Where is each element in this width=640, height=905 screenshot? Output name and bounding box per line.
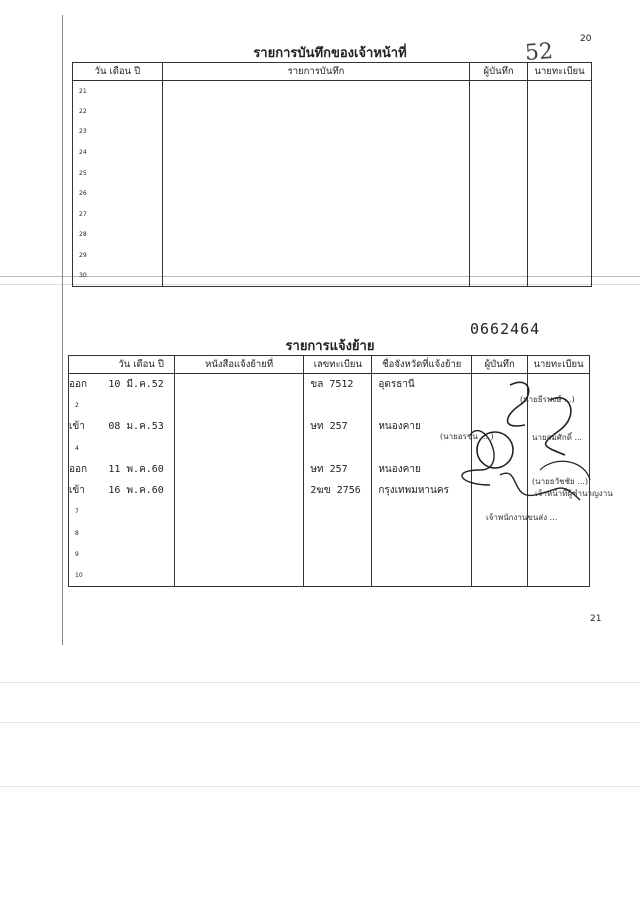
province-name [372,565,472,586]
row-number: 25 [73,163,163,184]
scan-line [0,786,640,787]
header-record: รายการบันทึก [162,63,469,81]
stamp-text: (นายอรชุน ... ) [440,432,494,441]
registration-number [304,437,372,458]
registration-number [304,501,372,522]
registrar-cell [528,523,590,544]
handwritten-page-number: 52 [524,39,554,66]
header-registrar: นายทะเบียน [528,356,590,374]
transfer-type: ออก [69,463,88,475]
row-number [69,459,109,480]
registrar-cell [528,565,590,586]
header-recorder: ผู้บันทึก [470,63,528,81]
header-province: ชื่อจังหวัดที่แจ้งย้าย [372,356,472,374]
transfer-date [108,437,174,458]
registrar-cell [528,544,590,565]
header-transfer-letter: หนังสือแจ้งย้ายที่ [174,356,304,374]
province-name [372,523,472,544]
transfer-date [108,544,174,565]
recorder-cell [472,544,528,565]
stamp-text: นายสมศักดิ์ ... [532,433,583,442]
transfer-letter-cell [174,480,304,501]
row-number: 7 [75,508,79,516]
row-number: 28 [73,225,163,246]
transfer-date [108,565,174,586]
row-number [69,565,109,586]
row-number [69,501,109,522]
scan-line [0,722,640,723]
row-number [69,395,109,416]
registration-number [304,544,372,565]
row-number: 23 [73,122,163,143]
row-number: 24 [73,142,163,163]
transfer-letter-cell [174,565,304,586]
row-number: 27 [73,204,163,225]
registration-number: ษท 257 [304,459,372,480]
row-number: 21 [73,81,163,102]
transfer-letter-cell [174,459,304,480]
page-edge [62,15,63,645]
transfer-records-title: รายการแจ้งย้าย [285,339,375,354]
row-number [69,437,109,458]
transfer-date: 11 พ.ค.60 [108,459,174,480]
table-row [69,544,590,565]
transfer-date [108,395,174,416]
row-number [69,480,109,501]
transfer-letter-cell [174,544,304,565]
province-name [372,544,472,565]
stamp-text: (นายธีรพงษ์ ...) [520,395,575,404]
row-number [69,544,109,565]
transfer-letter-cell [174,437,304,458]
row-number: 30 [73,266,163,287]
officer-records-title: รายการบันทึกของเจ้าหน้าที่ [253,46,407,61]
row-number: 29 [73,245,163,266]
transfer-letter-cell [174,395,304,416]
header-registration-no: เลขทะเบียน [304,356,372,374]
transfer-date: 08 ม.ค.53 [108,416,174,437]
registration-number [304,565,372,586]
row-number: 2 [75,401,79,409]
transfer-type: เข้า [69,421,85,433]
header-date: วัน เดือน ปี [108,356,174,374]
officer-records-table [72,62,592,287]
row-number: 8 [75,529,79,537]
transfer-letter-cell [174,374,304,395]
row-number [69,416,109,437]
province-name: กรุงเทพมหานคร [372,480,472,501]
transfer-type: เข้า [69,485,85,497]
table-row [69,523,590,544]
stamp-text: (นายธวัชชัย ...) [532,477,588,486]
serial-number: 0662464 [470,320,541,338]
transfer-letter-cell [174,416,304,437]
registration-number: ขล 7512 [304,374,372,395]
bottom-page-number: 21 [590,614,602,624]
recorder-cell [472,523,528,544]
transfer-date [108,501,174,522]
header-registrar: นายทะเบียน [528,63,592,81]
transfer-date: 10 มี.ค.52 [108,374,174,395]
row-number [69,523,109,544]
header-recorder: ผู้บันทึก [472,356,528,374]
row-number: 4 [75,444,79,452]
transfer-date [108,523,174,544]
registration-number [304,523,372,544]
row-number [69,374,109,395]
registration-number [304,395,372,416]
table-row [69,565,590,586]
row-number: 26 [73,183,163,204]
row-number: 9 [75,551,79,559]
header-date: วัน เดือน ปี [73,63,163,81]
row-number: 10 [75,572,83,580]
province-name: หนองคาย [372,416,472,437]
stamp-text: เจ้าหน้าที่ผู้ชำนาญงาน [535,489,613,498]
transfer-type: ออก [69,378,88,390]
registration-number: ษท 257 [304,416,372,437]
province-name: หนองคาย [372,459,472,480]
scan-line [0,682,640,683]
registration-number: 2ฆข 2756 [304,480,372,501]
top-page-number: 20 [580,34,592,44]
transfer-letter-cell [174,501,304,522]
transfer-date: 16 พ.ค.60 [108,480,174,501]
row-number: 22 [73,101,163,122]
signature-stamp-area [440,375,613,525]
stamp-text: เจ้าพนักงานขนส่ง ... [486,513,558,522]
province-name: อุดรธานี [372,374,472,395]
transfer-letter-cell [174,523,304,544]
recorder-cell [472,565,528,586]
